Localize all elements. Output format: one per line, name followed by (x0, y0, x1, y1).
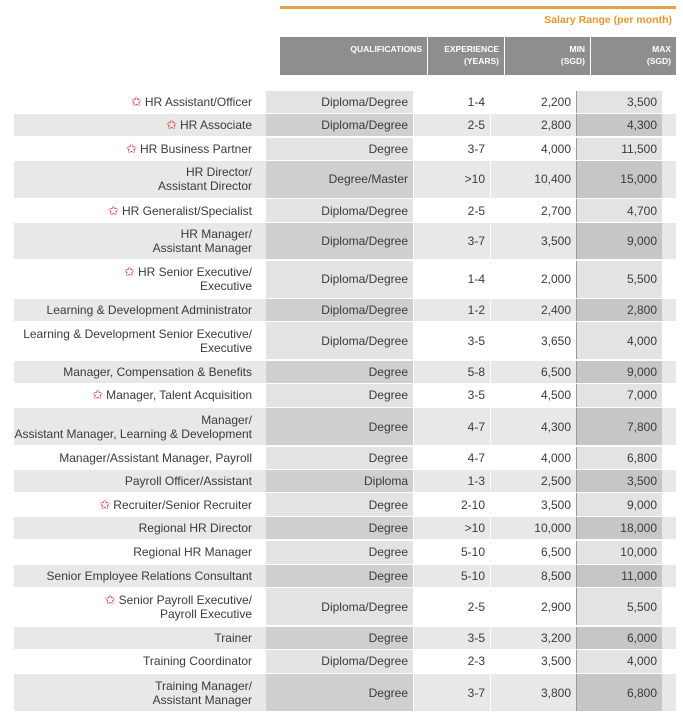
role-name (14, 388, 266, 402)
qualification-cell: Diploma/Degree (266, 299, 413, 321)
role-name (14, 95, 266, 109)
star-icon: ✩ (92, 387, 104, 403)
min-salary-cell: 2,200 (490, 91, 576, 113)
qualification-cell: Diploma/Degree (266, 223, 413, 259)
min-salary-cell: 3,500 (490, 650, 576, 673)
header-max: MAX (SGD) (590, 37, 676, 75)
role-name-line (14, 631, 252, 645)
max-salary-cell: 10,000 (576, 541, 662, 564)
role-name (14, 142, 266, 156)
role-name-line (14, 204, 252, 218)
qualification-cell: Degree (266, 541, 413, 564)
max-salary-cell: 4,000 (576, 650, 662, 673)
role-name-line (14, 241, 252, 255)
role-name-text: HR Assistant/Officer (144, 95, 252, 109)
max-salary-cell: 6,800 (576, 674, 662, 711)
role-name-line (14, 413, 252, 427)
qualification-cell: Diploma/Degree (266, 91, 413, 113)
role-name-text: Payroll Executive (159, 606, 252, 621)
qualification-cell: Degree (266, 447, 413, 469)
role-name-line (14, 327, 252, 341)
table-row (14, 627, 676, 649)
role-name-line (14, 179, 252, 193)
experience-cell: 3-7 (413, 223, 490, 259)
qualification-cell: Degree (266, 627, 413, 649)
role-name (14, 654, 266, 668)
role-name-text: Executive (199, 340, 252, 355)
role-name-text: Training Manager/ (155, 678, 252, 693)
min-salary-cell: 2,400 (490, 299, 576, 321)
experience-cell: 5-8 (413, 361, 490, 383)
star-icon: ✩ (99, 496, 111, 512)
max-salary-cell: 2,800 (576, 299, 662, 321)
table-row (14, 470, 676, 492)
table-row (14, 493, 676, 516)
star-icon: ✩ (130, 94, 142, 109)
qualification-cell: Degree (266, 493, 413, 516)
experience-cell: 3-5 (413, 384, 490, 407)
min-salary-cell: 4,300 (490, 408, 576, 445)
role-name (14, 118, 266, 132)
table-row (14, 541, 676, 564)
role-name (14, 365, 266, 379)
max-salary-cell: 7,000 (576, 384, 662, 407)
role-name-text: Manager/Assistant Manager, Payroll (59, 450, 252, 465)
table-row (14, 199, 676, 222)
experience-cell: 1-2 (413, 299, 490, 321)
table-row (14, 322, 676, 359)
max-salary-cell: 4,000 (576, 322, 662, 359)
role-name-text: HR Director/ (185, 165, 252, 180)
role-name-line (14, 95, 252, 109)
role-name (14, 569, 266, 583)
max-salary-cell: 5,500 (576, 261, 662, 298)
qualification-cell: Degree (266, 384, 413, 407)
qualification-cell: Diploma/Degree (266, 199, 413, 222)
role-name (14, 204, 266, 218)
role-name-text: Assistant Manager, Learning & Development (14, 426, 252, 441)
role-name (14, 679, 266, 707)
role-name-text: Regional HR Director (138, 521, 252, 536)
table-row (14, 565, 676, 587)
experience-cell: 3-7 (413, 674, 490, 711)
star-icon: ✩ (108, 202, 119, 218)
role-name (14, 451, 266, 465)
table-header (280, 37, 676, 75)
max-salary-cell: 3,500 (576, 91, 662, 113)
table-row (14, 299, 676, 321)
max-salary-cell: 3,500 (576, 470, 662, 492)
role-name-text: HR Business Partner (139, 141, 252, 156)
experience-cell: 3-7 (413, 138, 490, 160)
qualification-cell: Degree (266, 361, 413, 383)
role-name-text: Learning & Development Senior Executive/ (23, 326, 252, 341)
min-salary-cell: 10,400 (490, 161, 576, 198)
role-name-text: Manager, Talent Acquisition (106, 388, 252, 403)
min-salary-cell: 2,700 (490, 199, 576, 222)
qualification-cell: Diploma/Degree (266, 650, 413, 673)
header-accent-line (280, 6, 676, 9)
min-salary-cell: 3,200 (490, 627, 576, 649)
role-name-line (14, 142, 252, 156)
min-salary-cell: 3,650 (490, 322, 576, 359)
experience-cell: 5-10 (413, 541, 490, 564)
role-name (14, 593, 266, 621)
min-salary-cell: 3,500 (490, 493, 576, 516)
experience-cell: 3-5 (413, 627, 490, 649)
role-name-text: Recruiter/Senior Recruiter (113, 497, 252, 512)
min-salary-cell: 4,000 (490, 447, 576, 469)
role-name-text: Learning & Development Administrator (46, 303, 252, 318)
role-name (14, 227, 266, 255)
role-name-line (14, 451, 252, 465)
star-icon: ✩ (126, 140, 137, 156)
min-salary-cell: 2,000 (490, 261, 576, 298)
role-name-line (14, 498, 252, 512)
role-name-text: Payroll Officer/Assistant (124, 473, 252, 488)
role-name (14, 498, 266, 512)
star-icon: ✩ (166, 117, 177, 133)
max-salary-cell: 18,000 (576, 517, 662, 539)
role-name (14, 521, 266, 535)
role-name (14, 265, 266, 293)
role-name-text: Manager, Compensation & Benefits (63, 364, 252, 379)
table-row (14, 447, 676, 469)
qualification-cell: Diploma/Degree (266, 261, 413, 298)
max-salary-cell: 7,800 (576, 408, 662, 445)
table-row (14, 650, 676, 673)
table-row (14, 408, 676, 445)
role-name-text: HR Senior Executive/ (137, 265, 252, 280)
experience-cell: 4-7 (413, 408, 490, 445)
qualification-cell: Diploma/Degree (266, 588, 413, 625)
header-qualifications: QUALIFICATIONS (280, 37, 427, 75)
qualification-cell: Degree/Master (266, 161, 413, 198)
experience-cell: 4-7 (413, 447, 490, 469)
qualification-cell: Degree (266, 408, 413, 445)
role-name-line (14, 303, 252, 317)
role-name (14, 303, 266, 317)
experience-cell: 2-3 (413, 650, 490, 673)
qualification-cell: Degree (266, 138, 413, 160)
min-salary-cell: 3,500 (490, 223, 576, 259)
salary-table-body (14, 91, 676, 713)
max-salary-cell: 11,000 (576, 565, 662, 587)
star-icon: ✩ (104, 591, 116, 607)
experience-cell: 2-10 (413, 493, 490, 516)
role-name-text: HR Generalist/Specialist (121, 203, 252, 218)
qualification-cell: Diploma (266, 470, 413, 492)
max-salary-cell: 9,000 (576, 223, 662, 259)
min-salary-cell: 3,800 (490, 674, 576, 711)
salary-range-title: Salary Range (per month) (544, 14, 672, 26)
role-name-line (14, 265, 252, 279)
role-name (14, 413, 266, 441)
role-name-text: Training Coordinator (143, 654, 252, 669)
experience-cell: 5-10 (413, 565, 490, 587)
min-salary-cell: 8,500 (490, 565, 576, 587)
experience-cell: 1-4 (413, 91, 490, 113)
star-icon: ✩ (124, 264, 135, 280)
qualification-cell: Diploma/Degree (266, 114, 413, 136)
role-name-line (14, 365, 252, 379)
role-name-text: Assistant Manager (152, 692, 252, 707)
role-name-line (14, 607, 252, 621)
role-name-text: Senior Payroll Executive/ (118, 592, 252, 607)
table-row (14, 114, 676, 136)
role-name-text: Manager/ (201, 412, 252, 427)
header-min: MIN (SGD) (504, 37, 590, 75)
role-name-line (14, 279, 252, 293)
role-name-line (14, 227, 252, 241)
min-salary-cell: 2,800 (490, 114, 576, 136)
role-name-text: HR Manager/ (180, 227, 252, 242)
table-row (14, 138, 676, 160)
role-name-line (14, 118, 252, 132)
max-salary-cell: 15,000 (576, 161, 662, 198)
table-row (14, 261, 676, 298)
max-salary-cell: 4,300 (576, 114, 662, 136)
role-name-line (14, 521, 252, 535)
qualification-cell: Diploma/Degree (266, 322, 413, 359)
experience-cell: 2-5 (413, 114, 490, 136)
max-salary-cell: 5,500 (576, 588, 662, 625)
min-salary-cell: 4,000 (490, 138, 576, 160)
min-salary-cell: 10,000 (490, 517, 576, 539)
role-name-line (14, 474, 252, 488)
role-name (14, 474, 266, 488)
table-row (14, 91, 676, 113)
role-name (14, 545, 266, 559)
experience-cell: 2-5 (413, 588, 490, 625)
role-name-text: Assistant Manager (152, 241, 252, 256)
role-name-text: HR Associate (179, 118, 252, 133)
max-salary-cell: 9,000 (576, 493, 662, 516)
min-salary-cell: 6,500 (490, 541, 576, 564)
experience-cell: 2-5 (413, 199, 490, 222)
table-row (14, 517, 676, 539)
table-row (14, 588, 676, 625)
role-name-text: Trainer (214, 630, 252, 645)
role-name (14, 631, 266, 645)
role-name-line (14, 388, 252, 402)
role-name-line (14, 654, 252, 668)
role-name-line (14, 341, 252, 355)
max-salary-cell: 9,000 (576, 361, 662, 383)
experience-cell: 3-5 (413, 322, 490, 359)
role-name-line (14, 593, 252, 607)
role-name-text: Executive (199, 279, 252, 294)
table-row (14, 223, 676, 259)
experience-cell: >10 (413, 161, 490, 198)
max-salary-cell: 6,000 (576, 627, 662, 649)
qualification-cell: Degree (266, 517, 413, 539)
experience-cell: >10 (413, 517, 490, 539)
qualification-cell: Degree (266, 674, 413, 711)
role-name-line (14, 165, 252, 179)
table-row (14, 361, 676, 383)
role-name-text: Regional HR Manager (133, 545, 252, 560)
role-name-text: Assistant Director (157, 179, 252, 194)
role-name-line (14, 427, 252, 441)
role-name-line (14, 569, 252, 583)
max-salary-cell: 4,700 (576, 199, 662, 222)
role-name-line (14, 693, 252, 707)
role-name (14, 327, 266, 355)
table-row (14, 161, 676, 198)
max-salary-cell: 6,800 (576, 447, 662, 469)
min-salary-cell: 6,500 (490, 361, 576, 383)
max-salary-cell: 11,500 (576, 138, 662, 160)
role-name-line (14, 679, 252, 693)
header-experience: EXPERIENCE (YEARS) (427, 37, 504, 75)
role-name-text: Senior Employee Relations Consultant (46, 569, 252, 584)
table-row (14, 674, 676, 711)
table-row (14, 384, 676, 407)
role-name (14, 165, 266, 193)
min-salary-cell: 4,500 (490, 384, 576, 407)
role-name-line (14, 545, 252, 559)
min-salary-cell: 2,900 (490, 588, 576, 625)
qualification-cell: Degree (266, 565, 413, 587)
experience-cell: 1-3 (413, 470, 490, 492)
min-salary-cell: 2,500 (490, 470, 576, 492)
experience-cell: 1-4 (413, 261, 490, 298)
